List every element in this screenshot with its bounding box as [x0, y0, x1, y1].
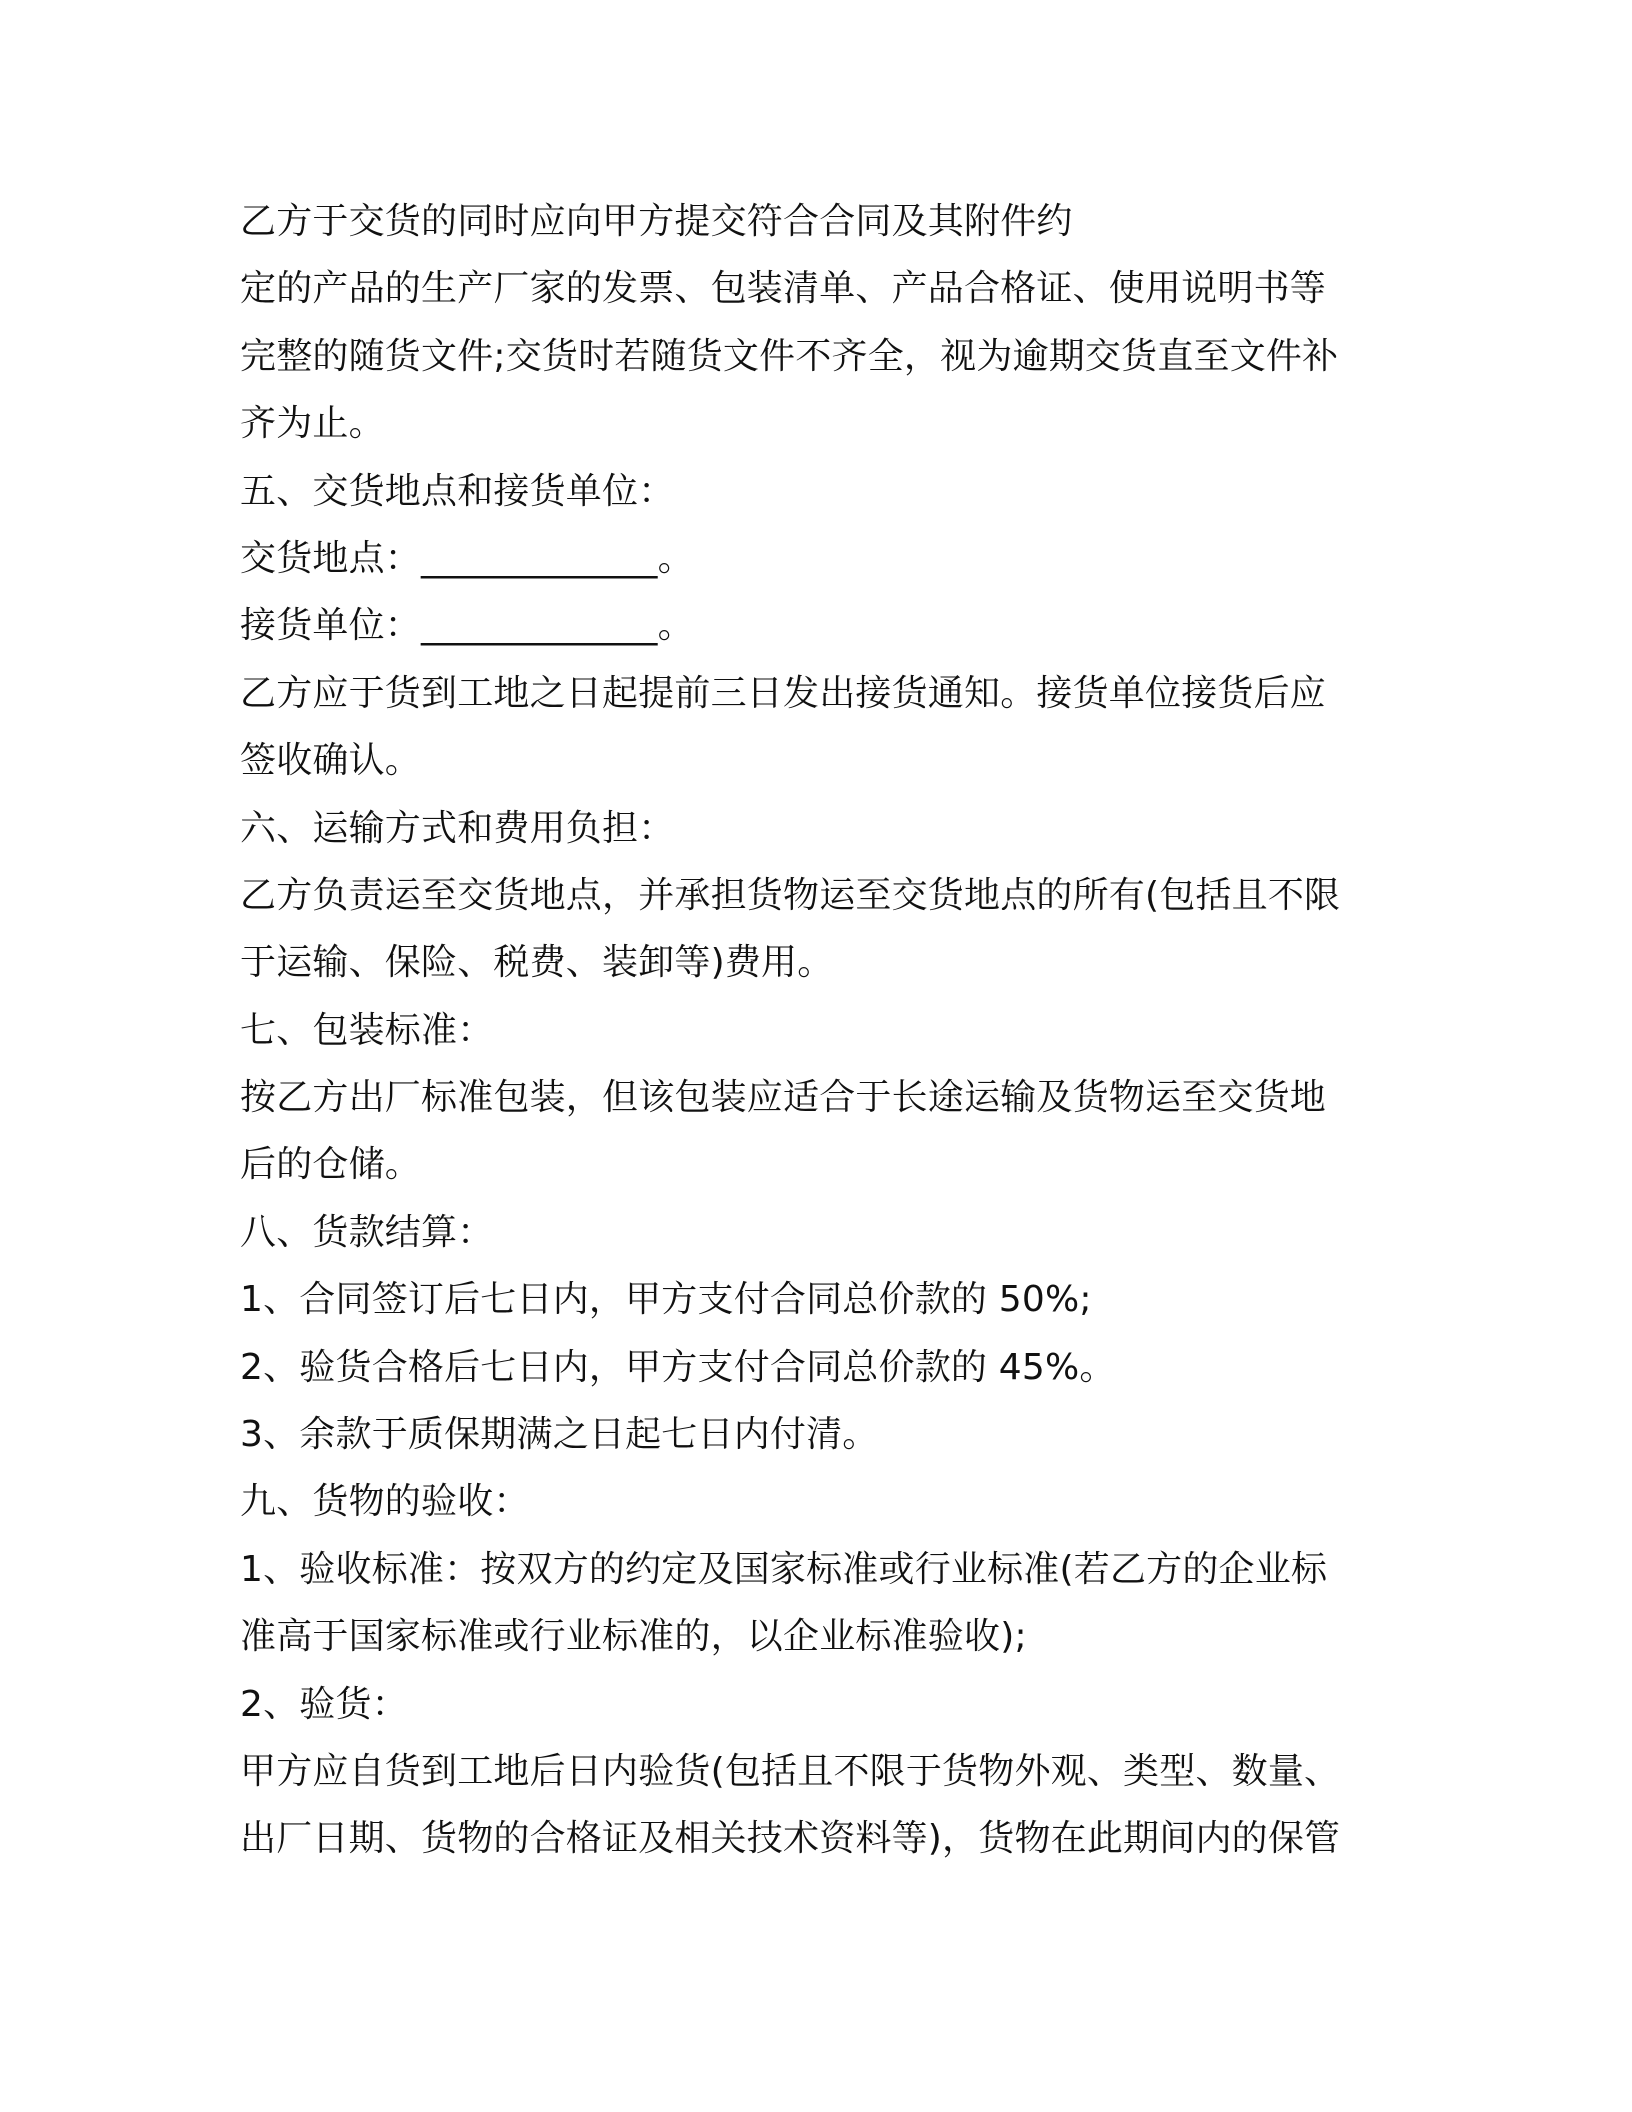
text-line: 签收确认。 — [240, 740, 422, 782]
text-line: 齐为止。 — [240, 403, 385, 445]
text-line: 完整的随货文件;交货时若随货文件不齐全，视为逾期交货直至文件补 — [240, 335, 1339, 377]
section-heading: 五、交货地点和接货单位： — [240, 470, 675, 512]
payment-item: 3、余款于质保期满之日起七日内付清。 — [240, 1414, 879, 1456]
text-line: 于运输、保险、税费、装卸等)费用。 — [240, 942, 834, 984]
section-heading: 六、运输方式和费用负担： — [240, 807, 675, 849]
section-heading: 七、包装标准： — [240, 1009, 494, 1051]
text-line: 乙方应于货到工地之日起提前三日发出接货通知。接货单位接货后应 — [240, 672, 1327, 714]
text-line: 乙方负责运至交货地点，并承担货物运至交货地点的所有(包括且不限 — [240, 874, 1341, 916]
text-line: 按乙方出厂标准包装，但该包装应适合于长途运输及货物运至交货地 — [240, 1077, 1327, 1119]
section-heading: 九、货物的验收： — [240, 1481, 530, 1523]
text-line: 准高于国家标准或行业标准的，以企业标准验收); — [240, 1616, 1027, 1658]
section-heading: 八、货款结算： — [240, 1211, 494, 1253]
payment-item: 2、验货合格后七日内，甲方支付合同总价款的 45%。 — [240, 1346, 1116, 1388]
receiving-unit-field: 接货单位：_____________。 — [240, 605, 694, 647]
acceptance-item: 2、验货： — [240, 1683, 408, 1725]
text-line: 后的仓储。 — [240, 1144, 422, 1186]
document-body — [240, 188, 1370, 1873]
delivery-location-field: 交货地点：_____________。 — [240, 537, 694, 579]
payment-item: 1、合同签订后七日内，甲方支付合同总价款的 50%; — [240, 1279, 1092, 1321]
text-line: 乙方于交货的同时应向甲方提交符合合同及其附件约 — [240, 201, 1073, 242]
text-line: 定的产品的生产厂家的发票、包装清单、产品合格证、使用说明书等 — [240, 268, 1327, 310]
text-line: 出厂日期、货物的合格证及相关技术资料等)，货物在此期间内的保管 — [240, 1818, 1341, 1860]
acceptance-item: 1、验收标准：按双方的约定及国家标准或行业标准(若乙方的企业标 — [240, 1548, 1328, 1590]
text-line: 甲方应自货到工地后日内验货(包括且不限于货物外观、类型、数量、 — [240, 1750, 1341, 1792]
